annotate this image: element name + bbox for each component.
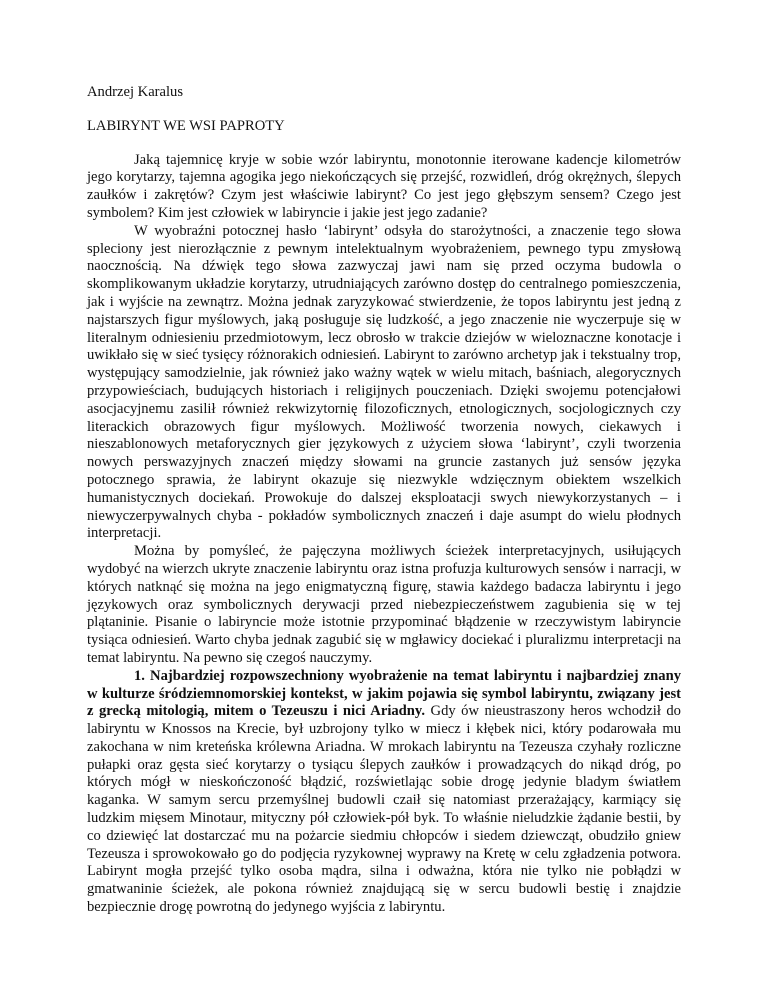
paragraph-1: Jaką tajemnicę kryje w sobie wzór labiryntu, monotonnie iterowane kadencje kilometrów jego korytarzy, tajemna agogika jego niekończących się przejść, rozwidleń, dróg okrężnych, ślepych zaułków i zakrętów? Czym jest właściwie labirynt? Co jest jego głębszym sensem? Czego jest symbolem? Kim jest człowiek w labiryncie i jakie jest jego zadanie? (87, 151, 681, 221)
paragraph-3: Można by pomyśleć, że pajęczyna możliwych ścieżek interpretacyjnych, usiłujących wydobyć na wierzch ukryte znaczenie labiryntu oraz istna profuzja kulturowych sensów i narracji, w których natknąć się można na jego enigmatyczną figurę, stawia każdego badacza labiryntu i jego językowych oraz symbolicznych derywacji przed niebezpieczeństwem zagubienia się w tej plątaninie. Pisanie o labiryncie może istotnie przypominać błądzenie w rzeczywistym labiryncie tysiąca odniesień. Warto chyba jednak zagubić się w mgławicy dociekać i pluralizmu interpretacji na temat labiryntu. Na pewno się czegoś nauczymy. (87, 543, 681, 666)
document-title: LABIRYNT WE WSI PAPROTY (87, 117, 285, 134)
section-1-text: Gdy ów nieustraszony heros wchodził do labiryntu w Knossos na Krecie, był uzbrojony tylko w miecz i kłębek nici, który podarowała mu zakochana w nim kreteńska królewna Ariadna. W mrokach labiryntu na Tezeusza czyhały rozliczne pułapki oraz gęsta sieć korytarzy o tysiącu ślepych zaułków i prowadzących do nikąd dróg, po których mógł w nieskończoność błądzić, rozświetlając sobie drogę jedynie bladym światłem kaganka. W samym sercu przemyślnej budowli czaił się natomiast przerażający, karmiący się ludzkim mięsem Minotaur, mityczny pół człowiek-pół byk. To właśnie nieludzkie żądanie bestii, by co dziewięć lat dostarczać mu na pożarcie siedmiu chłopców i siedem dziewcząt, obudziło gniew Tezeusza i sprowokowało go do podjęcia ryzykownej wyprawy na Kretę w celu zgładzenia potwora. Labirynt mogła przejść tylko osoba mądra, silna i odważna, która nie tylko nie pobłądzi w gmatwaninie ścieżek, ale pokona również znajdującą się w sercu budowli bestię i znajdzie bezpiecznie drogę powrotną do jedynego wyjścia z labiryntu. (87, 703, 681, 916)
author-name: Andrzej Karalus (87, 84, 184, 100)
document-page (87, 84, 681, 917)
section-1-paragraph (87, 668, 681, 917)
section-1-heading: 1. Najbardziej rozpowszechniony wyobrażenie na temat labiryntu i najbardziej znany w kulturze śródziemnomorskiej kontekst, w jakim pojawia się symbol labiryntu, związany jest z grecką mitologią, mitem o Tezeuszu i nici Ariadny. (87, 667, 681, 720)
paragraph-2: W wyobraźni potocznej hasło ‘labirynt’ odsyła do starożytności, a znaczenie tego słowa spleciony jest nierozłącznie z pewnym intelektualnym wyobrażeniem, pewnego typu zmysłową naocznością. Na dźwięk tego słowa zazwyczaj jawi nam się przed oczyma budowla o skomplikowanym układzie korytarzy, utrudniających zarówno dostęp do centralnego pomieszczenia, jak i wyjście na zewnątrz. Można jednak zaryzykować stwierdzenie, że topos labiryntu jest jedną z najstarszych figur myślowych, jaką posługuje się ludzkość, a jego znaczenie nie wyczerpuje się w literalnym odniesieniu przedmiotowym, lecz obrosło w trakcie dziejów w wieloznaczne konotacje i uwikłało się w sieć tysięcy różnorakich odniesień. Labirynt to zarówno archetyp jak i tekstualny trop, występujący samodzielnie, jak również jako ważny wątek w wielu mitach, baśniach, alegorycznych przypowieściach, budujących historiach i religijnych pouczeniach. Dzięki swojemu potencjałowi asocjacyjnemu zasilił również rekwizytornię filozoficznych, etnologicznych, socjologicznych czy literackich obrazowych figur myślowych. Możliwość tworzenia nowych, ciekawych i nieszablonowych metaforycznych gier językowych z użyciem słowa ‘labirynt’, czyli tworzenia nowych perswazyjnych znaczeń między słowami na gruncie zastanych już sensów języka potocznego sprawia, że labirynt okazuje się niezwykle wdzięcznym obiektem wszelkich humanistycznych dociekań. Prowokuje do dalszej eksploatacji swych niewykorzystanych – i niewyczerpywalnych chyba - pokładów symbolicznych znaczeń i daje asumpt do wielu płodnych interpretacji. (87, 222, 681, 542)
